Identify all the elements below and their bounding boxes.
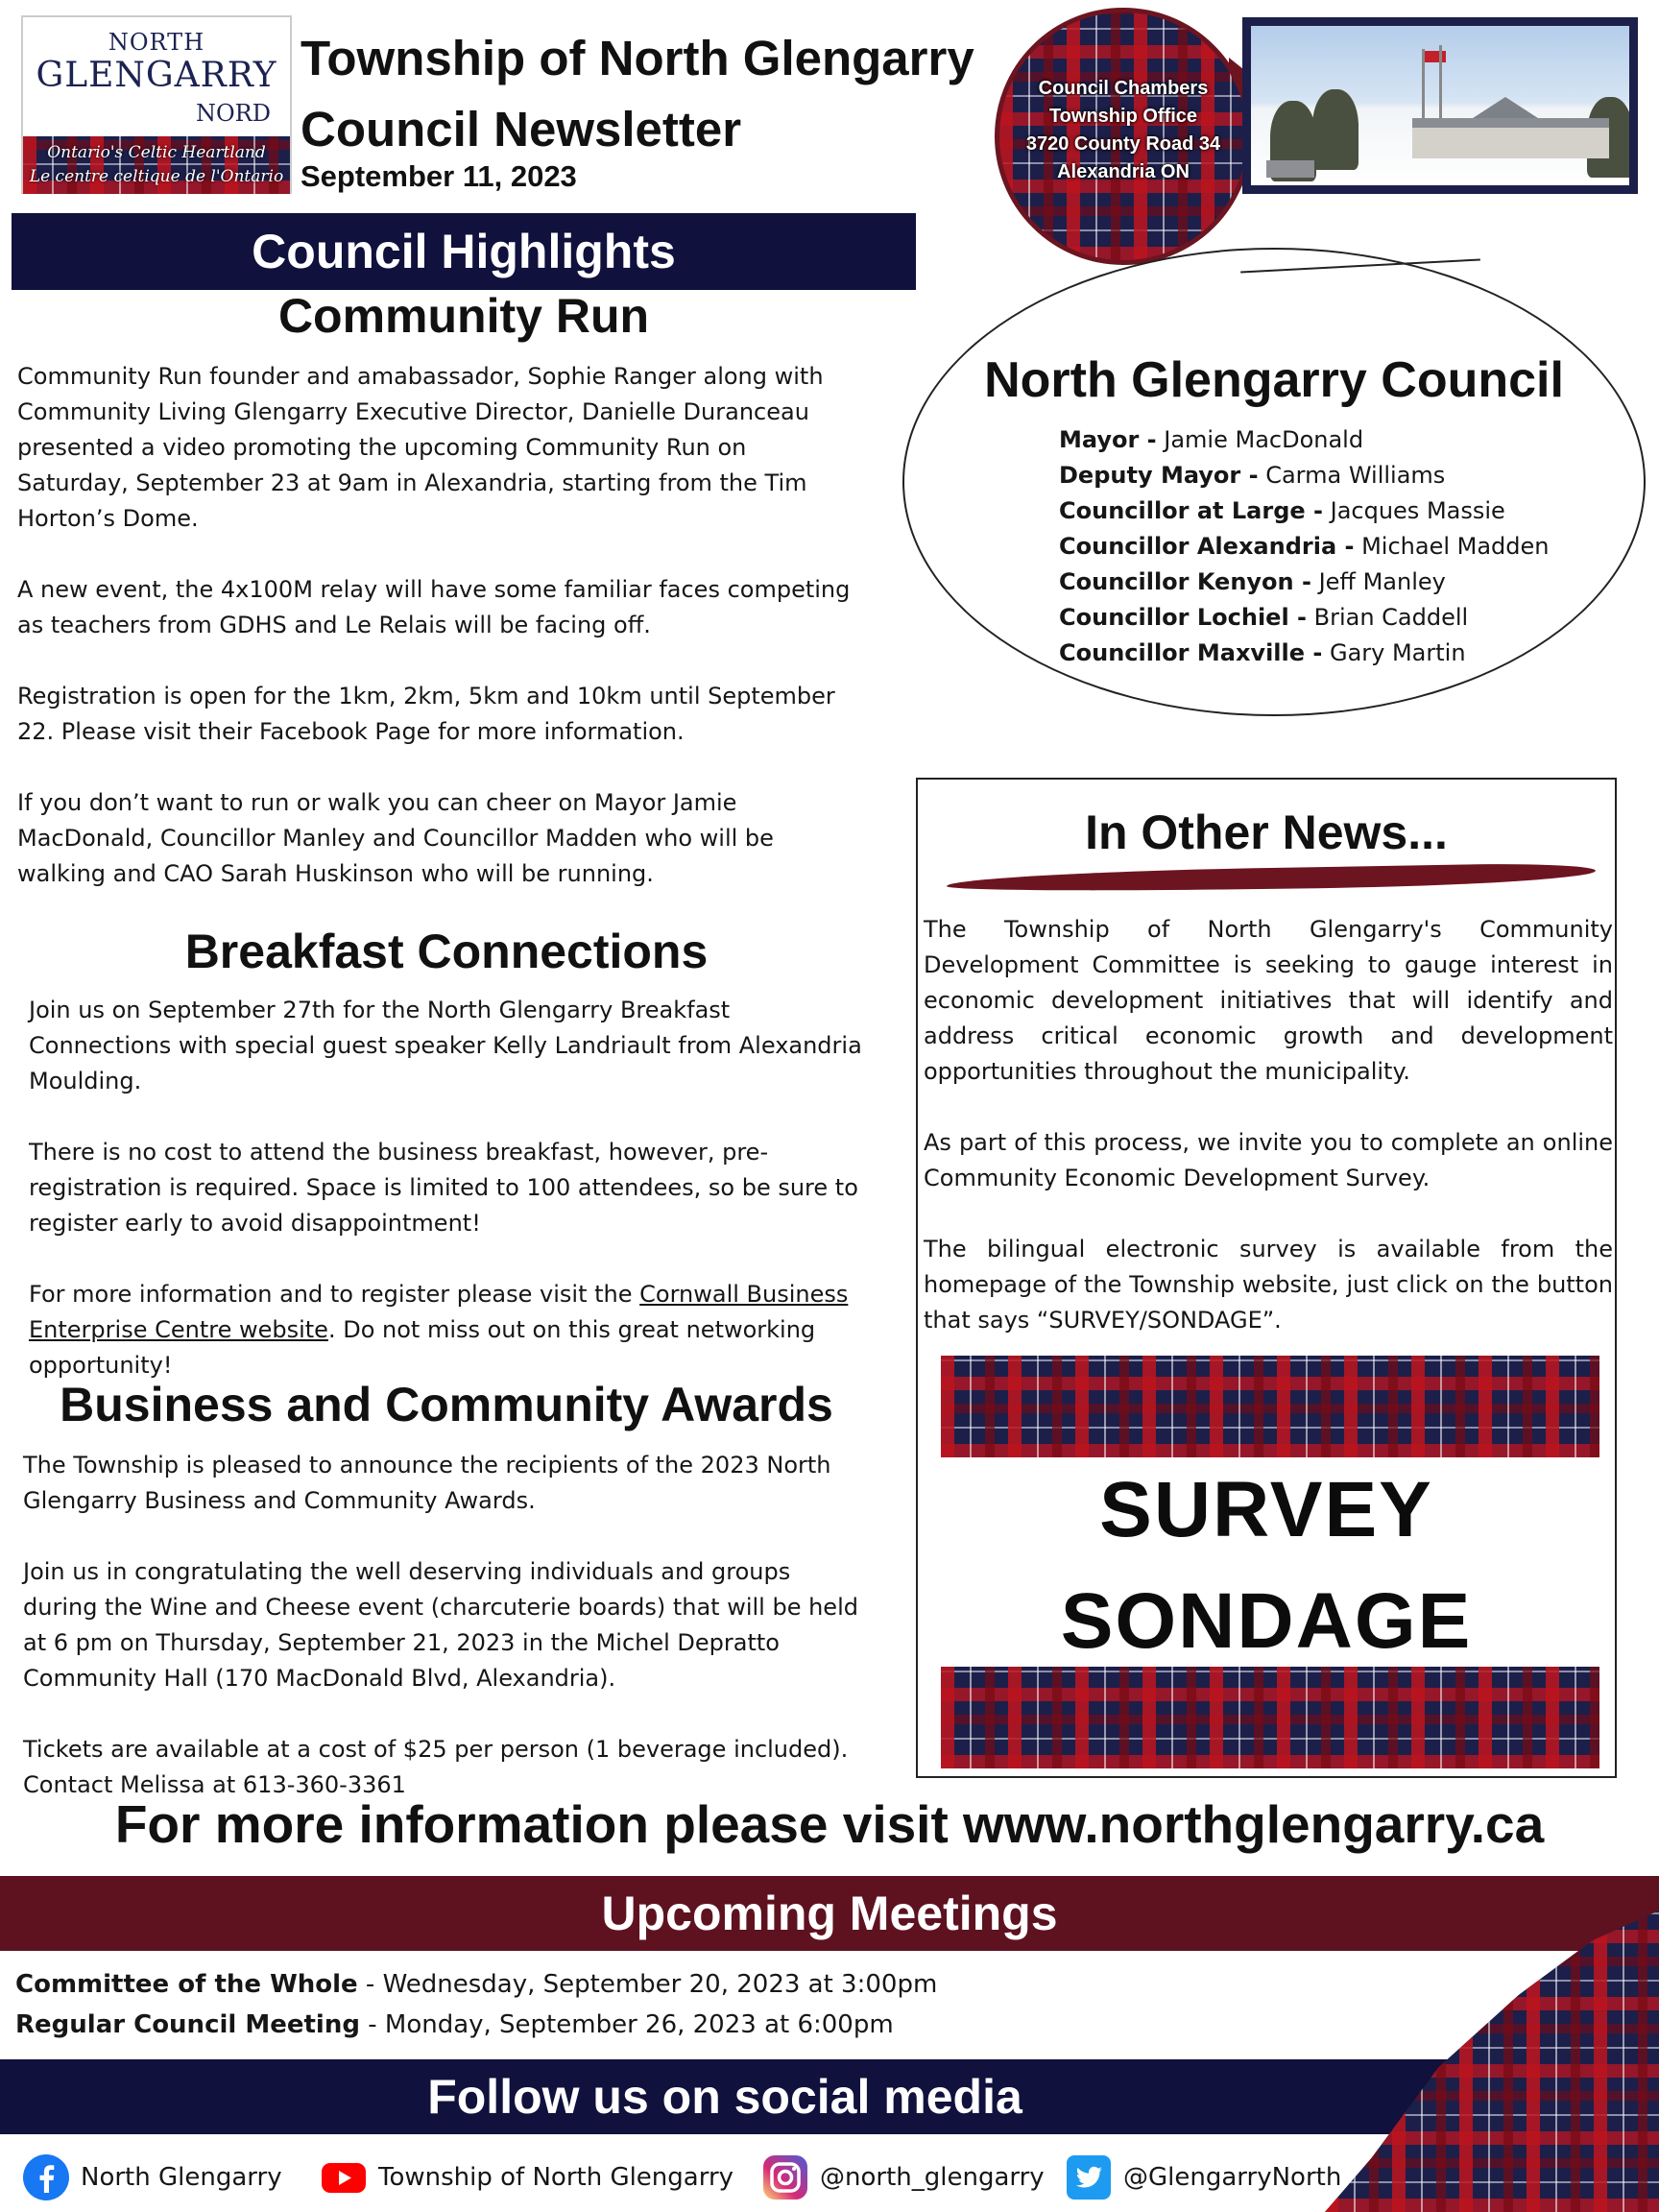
office-sign xyxy=(1266,160,1314,178)
survey-tartan-strip-top xyxy=(941,1356,1599,1457)
article-paragraph: Registration is open for the 1km, 2km, 5km and 10km until September 22. Please visit their Facebook Page for more information. xyxy=(17,683,835,745)
twitter-handle: @GlengarryNorth xyxy=(1123,2163,1342,2192)
township-office-photo xyxy=(1242,17,1638,194)
logo-tagline-fr: Le centre celtique de l'Ontario xyxy=(29,167,284,186)
member-role: Mayor - xyxy=(1059,426,1157,453)
community-run-heading: Community Run xyxy=(277,289,650,343)
council-member xyxy=(1059,600,1550,636)
instagram-link[interactable] xyxy=(762,2154,1045,2200)
breakfast-connections-article xyxy=(29,993,879,1383)
article-paragraph: The Township is pleased to announce the recipients of the 2023 North Glengarry Business and Community Awards. xyxy=(23,1452,831,1514)
facebook-icon xyxy=(23,2154,69,2200)
business-awards-heading: Business and Community Awards xyxy=(60,1378,833,1431)
council-highlights-banner: Council Highlights xyxy=(12,213,916,290)
logo-line-nord: NORD xyxy=(196,100,271,127)
meeting-name: Committee of the Whole xyxy=(15,1970,358,1999)
member-role: Councillor Lochiel - xyxy=(1059,604,1307,631)
council-member xyxy=(1059,458,1550,493)
meeting-item xyxy=(15,2005,937,2045)
article-paragraph xyxy=(29,1277,879,1383)
business-awards-article xyxy=(23,1448,868,1803)
flag xyxy=(1425,51,1446,62)
article-paragraph: A new event, the 4x100M relay will have some familiar faces competing as teachers from GDHS and Le Relais will be facing off. xyxy=(17,576,851,638)
location-line: Council Chambers xyxy=(1038,78,1209,99)
council-member xyxy=(1059,565,1550,600)
article-paragraph: Join us on September 27th for the North Glengarry Breakfast Connections with special guest speaker Kelly Landriault from Alexandria Moulding. xyxy=(29,997,862,1094)
other-news-box xyxy=(916,778,1617,1778)
other-news-body xyxy=(924,912,1613,1374)
meeting-detail: - Monday, September 26, 2023 at 6:00pm xyxy=(359,2010,894,2039)
article-paragraph: Tickets are available at a cost of $25 per person (1 beverage included). Contact Melissa at 613-360-3361 xyxy=(23,1736,849,1798)
location-address xyxy=(1000,75,1246,186)
article-paragraph: There is no cost to attend the business breakfast, however, pre-registration is required. Space is limited to 100 attendees, so be sure to register early to avoid disappointment! xyxy=(29,1139,858,1237)
instagram-handle: @north_glengarry xyxy=(820,2163,1045,2192)
member-name: Carma Williams xyxy=(1258,462,1446,489)
brush-stroke-divider xyxy=(947,862,1596,895)
photo-tree xyxy=(1312,89,1358,170)
member-role: Councillor at Large - xyxy=(1059,497,1323,524)
sondage-button-text[interactable]: SONDAGE xyxy=(1060,1577,1473,1665)
logo-tartan-ribbon xyxy=(23,136,290,194)
member-name: Brian Caddell xyxy=(1307,604,1469,631)
website-call-to-action: For more information please visit www.northglengarry.ca xyxy=(114,1794,1545,1854)
twitter-icon xyxy=(1066,2154,1112,2200)
member-name: Gary Martin xyxy=(1322,639,1466,666)
logo-tagline-en: Ontario's Celtic Heartland xyxy=(47,143,266,162)
other-news-title: In Other News... xyxy=(1085,805,1448,859)
link-trailing-text: . Do not miss out on this great networking opportunity! xyxy=(29,1316,816,1379)
title-line-2: Council Newsletter xyxy=(301,102,742,156)
instagram-icon xyxy=(762,2154,808,2200)
article-paragraph: If you don’t want to run or walk you can cheer on Mayor Jamie MacDonald, Councillor Manley and Councillor Madden who will be walking and CAO Sarah Huskinson who will be running. xyxy=(17,789,774,887)
facebook-link[interactable] xyxy=(23,2154,282,2200)
council-member xyxy=(1059,636,1550,671)
article-paragraph: The bilingual electronic survey is available from the homepage of the Township website, just click on the button that says “SURVEY/SONDAGE”. xyxy=(924,1236,1613,1334)
council-member-list xyxy=(1059,422,1550,671)
breakfast-connections-heading: Breakfast Connections xyxy=(184,925,709,978)
logo-line-glengarry: GLENGARRY xyxy=(36,56,277,95)
office-building xyxy=(1412,118,1609,158)
council-member xyxy=(1059,422,1550,458)
council-title: North Glengarry Council xyxy=(984,352,1564,408)
meeting-list xyxy=(15,1964,937,2045)
member-role: Councillor Alexandria - xyxy=(1059,533,1355,560)
member-role: Deputy Mayor - xyxy=(1059,462,1259,489)
member-name: Jeff Manley xyxy=(1310,568,1446,595)
member-name: Jamie MacDonald xyxy=(1156,426,1364,453)
newsletter-title xyxy=(301,23,974,165)
youtube-channel: Township of North Glengarry xyxy=(378,2163,734,2192)
community-run-article xyxy=(17,359,858,892)
article-paragraph: As part of this process, we invite you to complete an online Community Economic Development Survey. xyxy=(924,1129,1613,1191)
facebook-handle: North Glengarry xyxy=(81,2163,282,2192)
meeting-name: Regular Council Meeting xyxy=(15,2010,360,2039)
youtube-link[interactable] xyxy=(321,2154,733,2200)
survey-tartan-strip-bottom xyxy=(941,1667,1599,1768)
location-line: 3720 County Road 34 xyxy=(1025,133,1221,155)
council-member xyxy=(1059,529,1550,565)
meeting-detail: - Wednesday, September 20, 2023 at 3:00pm xyxy=(357,1970,938,1999)
member-role: Councillor Maxville - xyxy=(1059,639,1323,666)
social-banner-text: Follow us on social media xyxy=(427,2070,1022,2124)
council-member xyxy=(1059,493,1550,529)
cornwall-business-centre-link[interactable]: Cornwall Business Enterprise Centre website xyxy=(29,1281,849,1343)
youtube-icon xyxy=(321,2154,367,2200)
link-lead-text: For more information and to register please visit the xyxy=(29,1281,640,1308)
meeting-item xyxy=(15,1964,937,2005)
logo-line-north: NORTH xyxy=(108,29,205,56)
location-line: Alexandria ON xyxy=(1057,161,1190,182)
member-name: Jacques Massie xyxy=(1322,497,1505,524)
member-name: Michael Madden xyxy=(1354,533,1550,560)
article-paragraph: The Township of North Glengarry's Community Development Committee is seeking to gauge interest in economic development initiatives that will identify and address critical economic growth and development opportunities throughout the municipality. xyxy=(924,916,1613,1085)
newsletter-date: September 11, 2023 xyxy=(301,159,577,193)
title-line-1: Township of North Glengarry xyxy=(301,31,974,85)
location-line: Township Office xyxy=(1048,106,1198,127)
article-paragraph: Join us in congratulating the well deserving individuals and groups during the Wine and Cheese event (charcuterie boards) that will be held at 6 pm on Thursday, September 21, 2023 in the Michel Depratto Community Hall (170 MacDonald Blvd, Alexandria). xyxy=(23,1558,858,1692)
upcoming-meetings-banner: Upcoming Meetings xyxy=(0,1876,1659,1951)
township-logo xyxy=(21,15,292,194)
article-paragraph: Community Run founder and amabassador, Sophie Ranger along with Community Living Glengarry Executive Director, Danielle Duranceau presented a video promoting the upcoming Community Run on Saturday, September 23 at 9am in Alexandria, starting from the Tim Horton’s Dome. xyxy=(17,363,824,532)
member-role: Councillor Kenyon - xyxy=(1059,568,1311,595)
twitter-link[interactable] xyxy=(1066,2154,1341,2200)
survey-button-text[interactable]: SURVEY xyxy=(1099,1466,1433,1553)
